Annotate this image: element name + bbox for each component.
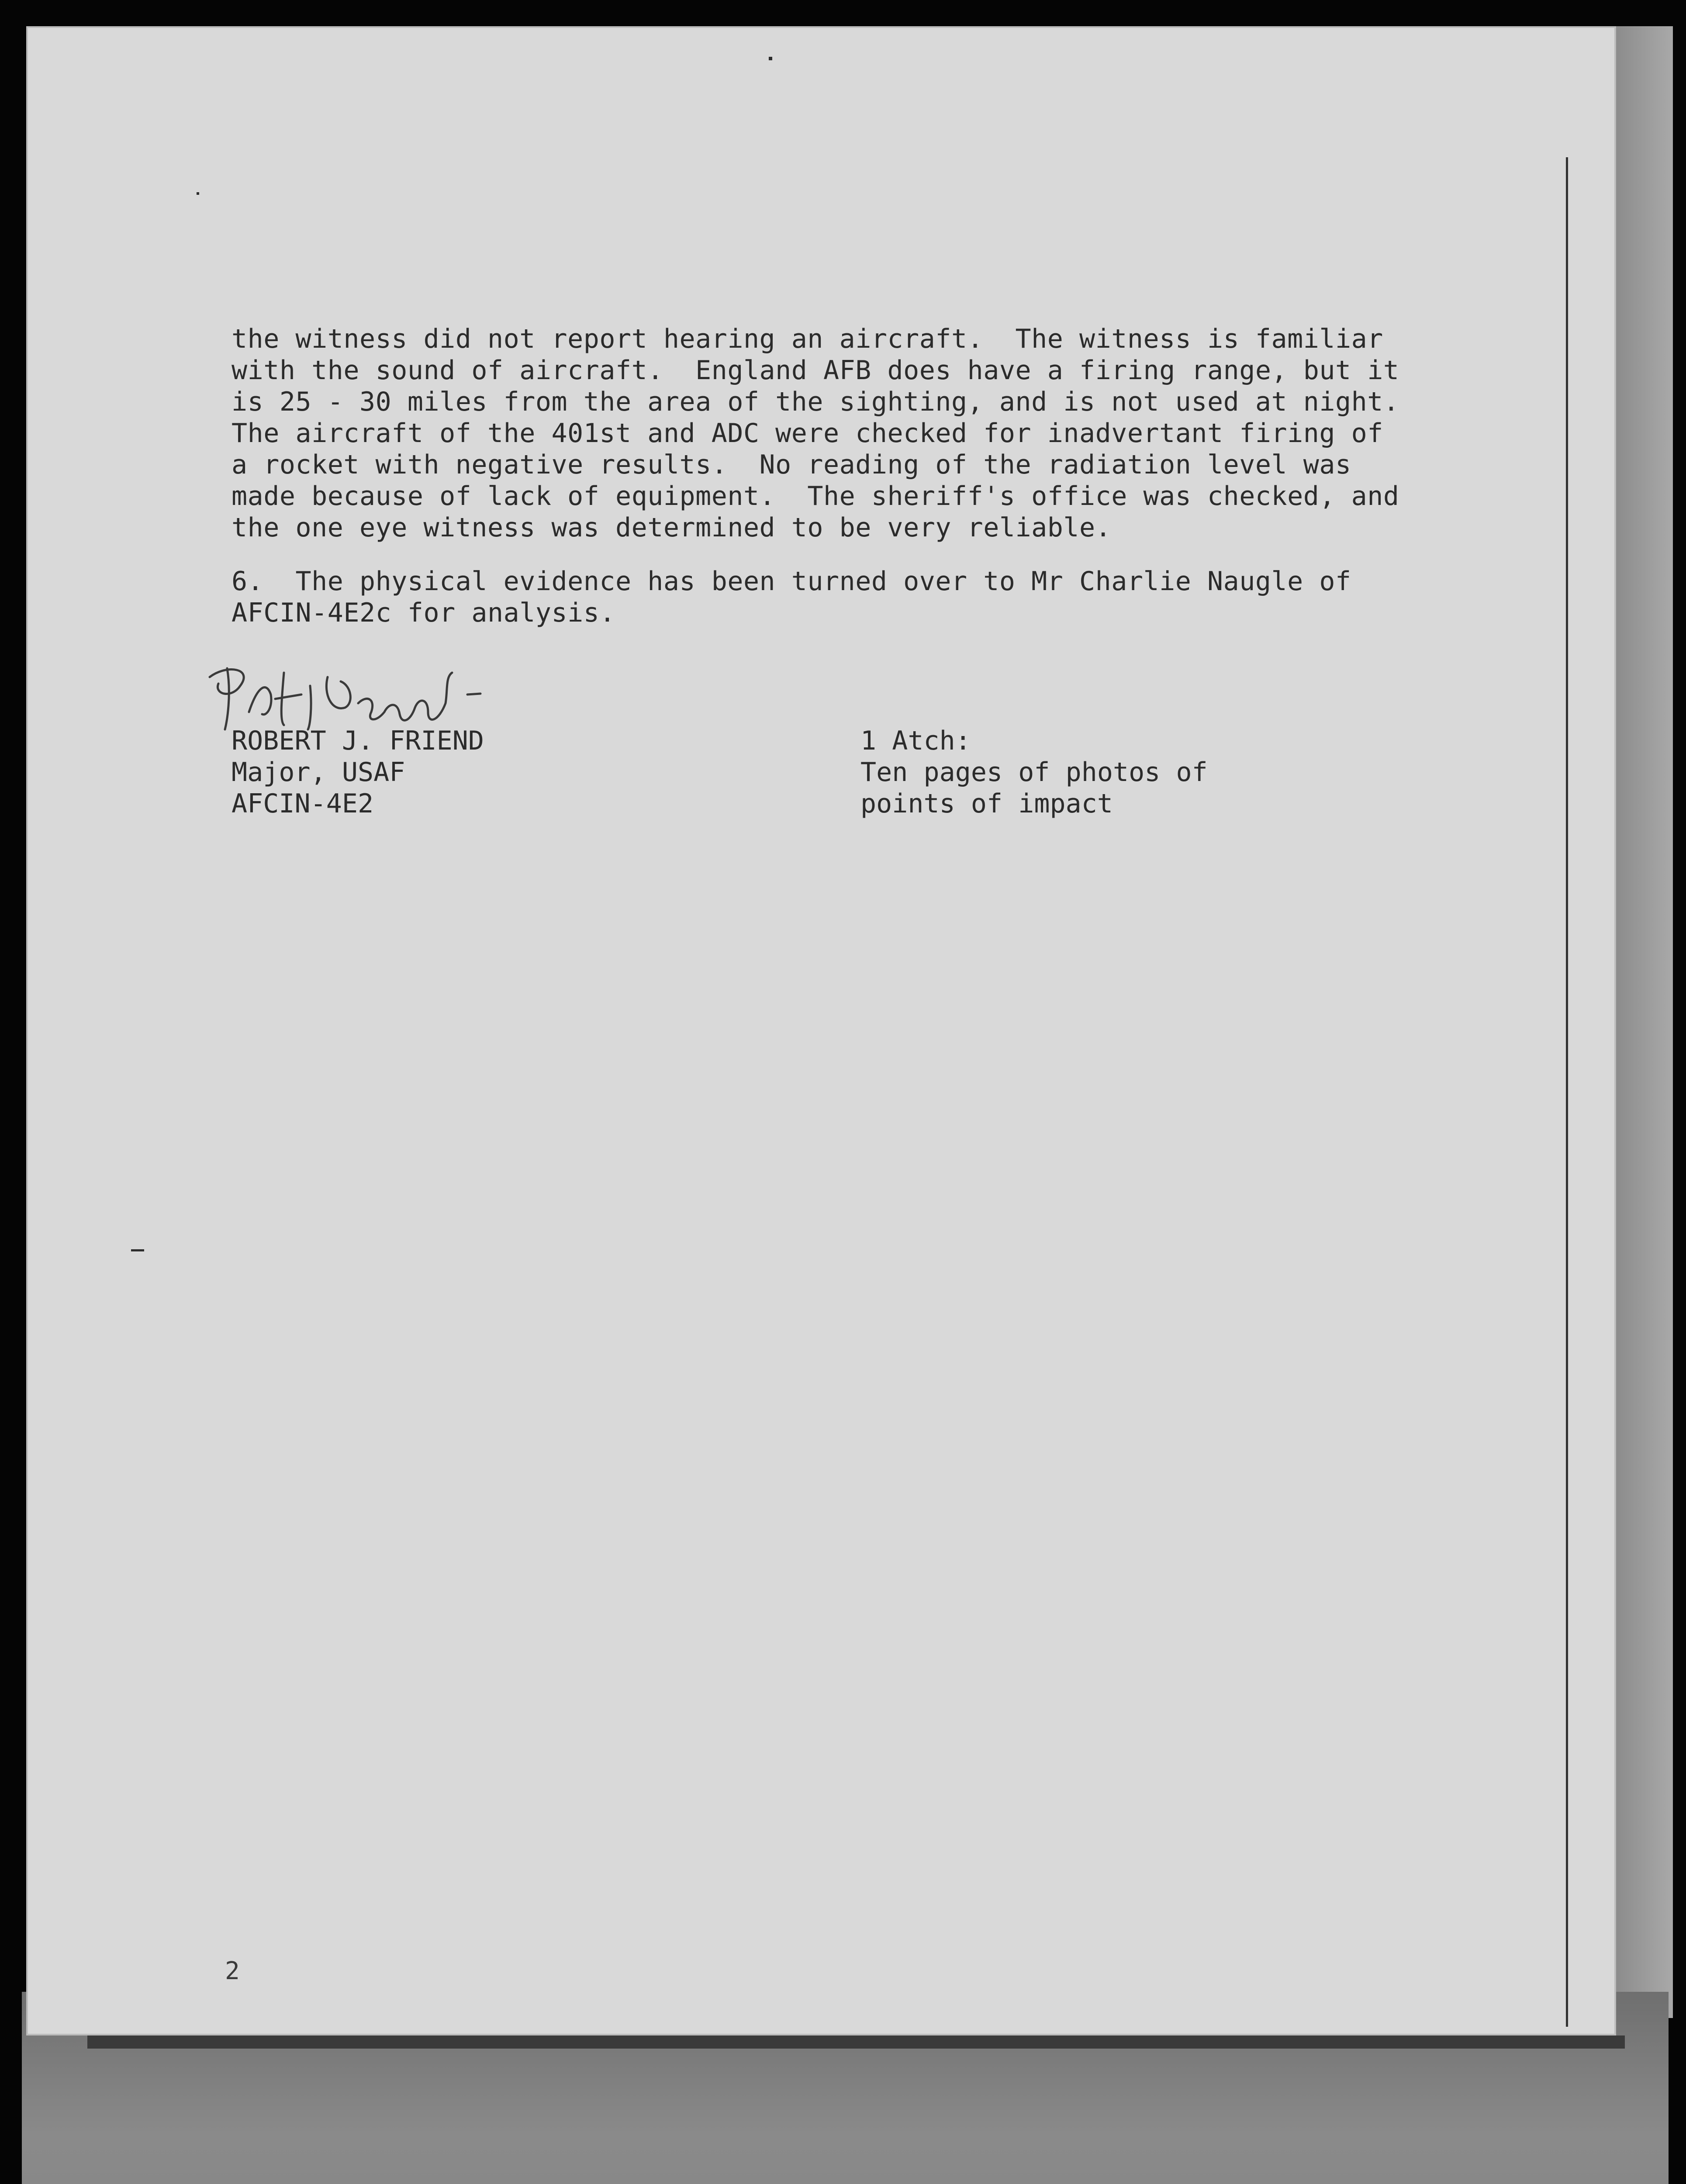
text-line: is 25 - 30 miles from the area of the sighting, and is not used at night. <box>231 387 1399 417</box>
text-line: AFCIN-4E2c for analysis. <box>231 598 615 628</box>
dust-speck <box>131 1249 144 1251</box>
signer-office: AFCIN-4E2 <box>231 788 374 819</box>
text-line: a rocket with negative results. No reading of the radiation level was <box>231 449 1351 480</box>
text-line: with the sound of aircraft. England AFB does have a firing range, but it <box>231 355 1399 386</box>
attachment-line: points of impact <box>860 788 1113 819</box>
signer-rank: Major, USAF <box>231 757 405 788</box>
text-line: The aircraft of the 401st and ADC were checked for inadvertant firing of <box>231 418 1383 449</box>
paragraph-6 <box>231 566 1351 629</box>
signature-block <box>231 725 484 819</box>
sheet-shadow <box>87 2035 1625 2049</box>
paragraph-5-continued <box>231 323 1399 543</box>
text-line: 6. The physical evidence has been turned over to Mr Charlie Naugle of <box>231 566 1351 597</box>
attachment-count: 1 Atch: <box>860 726 971 756</box>
underlying-page-edge <box>1616 26 1673 2018</box>
attachment-line: Ten pages of photos of <box>860 757 1208 788</box>
text-line: the witness did not report hearing an aircraft. The witness is familiar <box>231 324 1383 354</box>
margin-line <box>1566 157 1568 2027</box>
document-page <box>26 26 1616 2035</box>
dust-speck <box>769 57 772 60</box>
text-line: made because of lack of equipment. The sheriff's office was checked, and <box>231 481 1399 511</box>
text-line: the one eye witness was determined to be very reliable. <box>231 512 1112 543</box>
dust-speck <box>197 192 199 195</box>
signer-name: ROBERT J. FRIEND <box>231 726 484 756</box>
attachment-note <box>860 725 1208 819</box>
page-number: 2 <box>225 1957 240 1985</box>
